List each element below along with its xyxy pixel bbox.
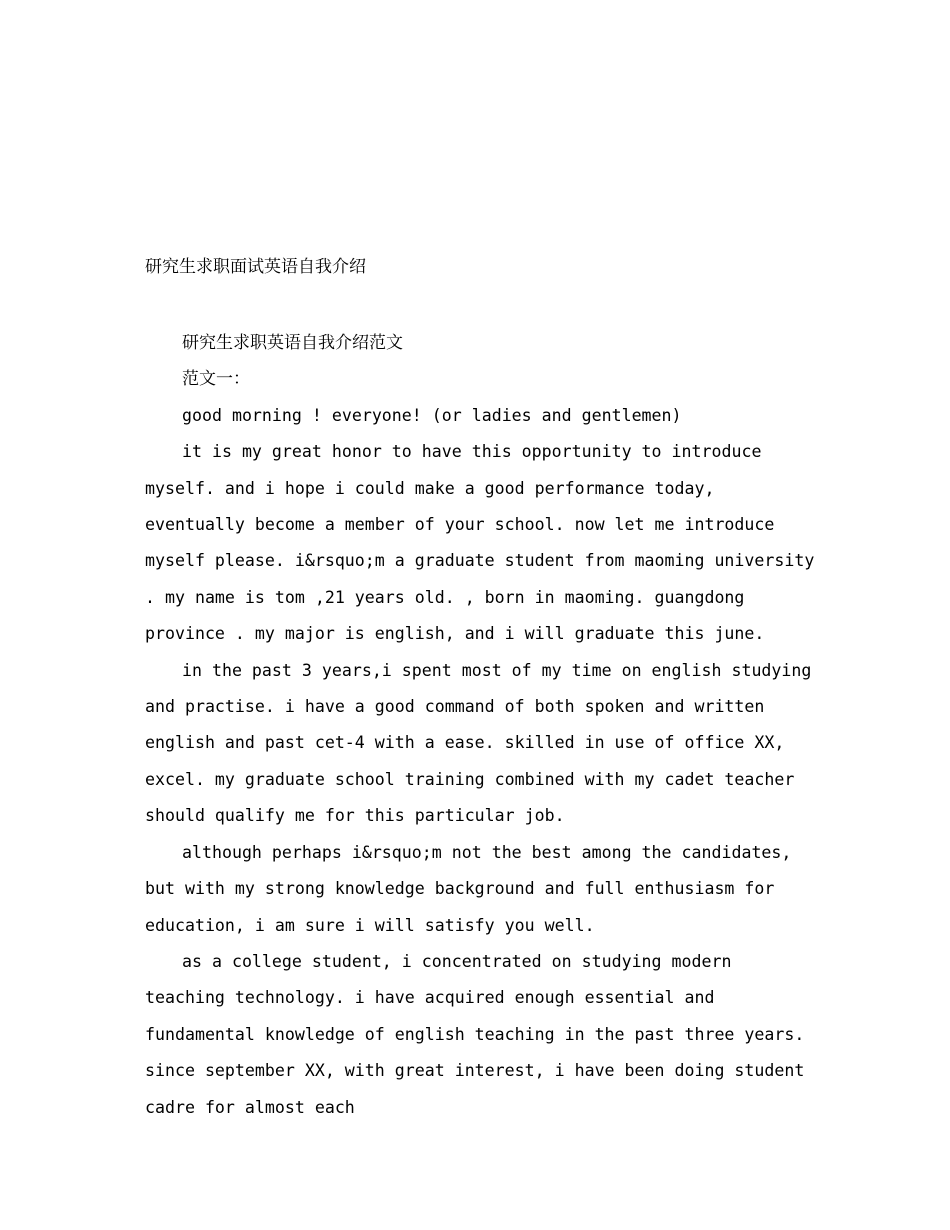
document-title: 研究生求职面试英语自我介绍: [145, 257, 366, 277]
paragraph-college: as a college student, i concentrated on studying modern teaching technology. i have acquired enough essential and fundamental knowledge of english teaching in the past three years. since september XX, with great interest, i have been doing student cadre for almost each: [145, 951, 805, 1117]
document-body: [145, 325, 815, 1126]
paragraph-sample-label: 范文一：: [182, 369, 250, 390]
paragraph-heading: 研究生求职英语自我介绍范文: [182, 333, 403, 353]
paragraph-confidence: although perhaps i&rsquo;m not the best among the candidates, but with my strong knowledge background and full enthusiasm for education, i am sure i will satisfy you well.: [145, 842, 792, 935]
paragraph-greeting: good morning ! everyone! (or ladies and gentlemen): [182, 405, 682, 425]
paragraph-experience: in the past 3 years,i spent most of my time on english studying and practise. i have a good command of both spoken and written english and past cet-4 with a ease. skilled in use of office XX, excel. my graduate school training combined with my cadet teacher should qualify me for this particular job.: [145, 660, 812, 826]
paragraph-introduction: it is my great honor to have this opportunity to introduce myself. and i hope i could make a good performance today, eventually become a member of your school. now let me introduce myself please. i&rsquo;m a graduate student from maoming university . my name is tom ,21 years old. , born in maoming. guangdong province . my major is english, and i will graduate this june.: [145, 442, 815, 644]
